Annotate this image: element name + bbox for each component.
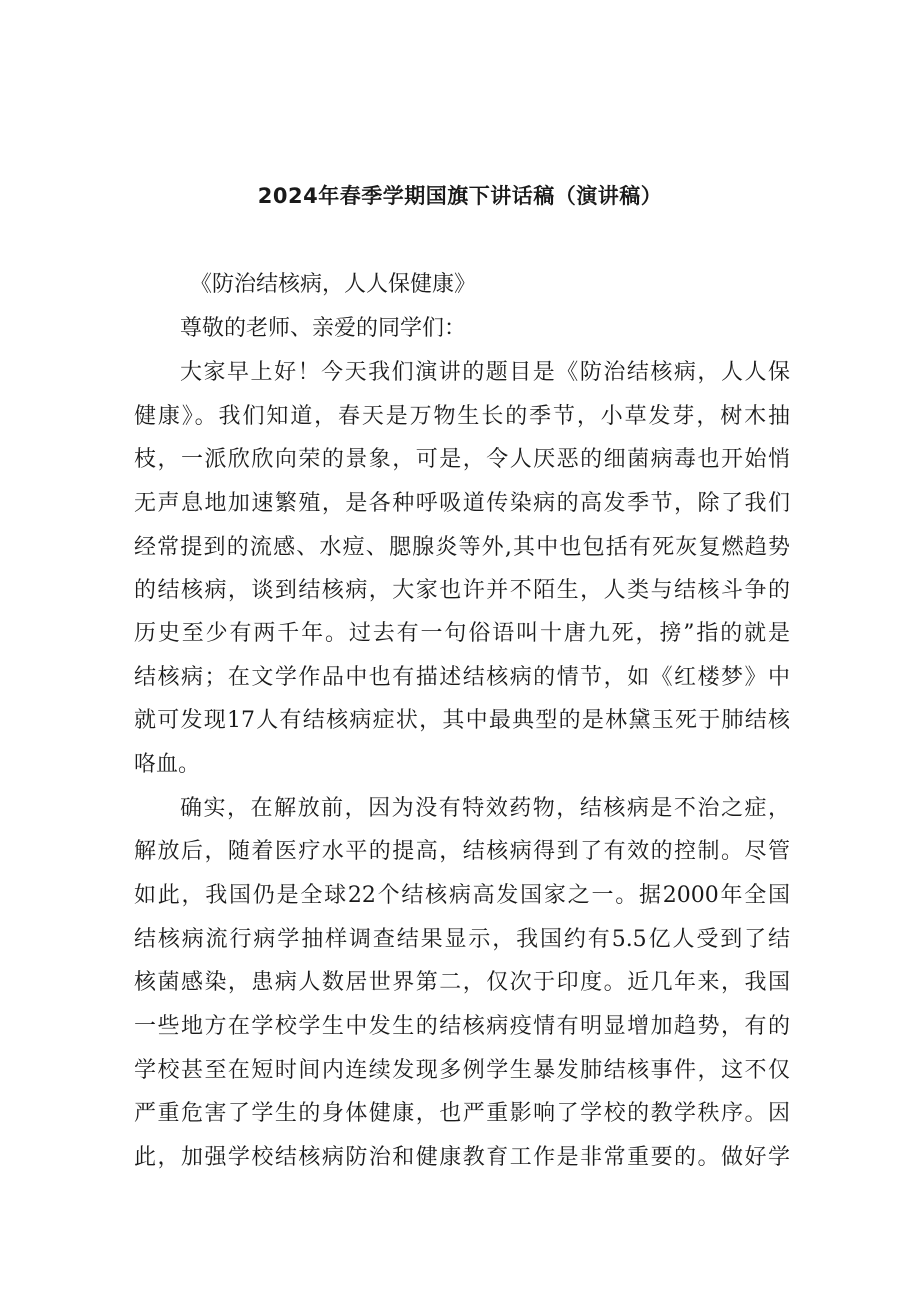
paragraph-2-line: 一些地方在学校学生中发生的结核病疫情有明显增加趋势，有的 [134,1014,790,1039]
paragraph-2-line: 解放后，随着医疗水平的提高，结核病得到了有效的控制。尽管 [134,839,790,864]
paragraph-2-line: 严重危害了学生的身体健康，也严重影响了学校的教学秩序。因 [134,1101,790,1126]
paragraph-2-line: 确实，在解放前，因为没有特效药物，结核病是不治之症， [180,796,790,821]
paragraph-2-line: 核菌感染，患病人数居世界第二，仅次于印度。近几年来，我国 [134,970,790,995]
paragraph-2-line: 如此，我国仍是全球22个结核病高发国家之一。据2000年全国 [134,883,790,908]
paragraph-1-line: 的结核病，谈到结核病，大家也许并不陌生，人类与结核斗争的 [134,578,790,603]
paragraph-1-line: 历史至少有两千年。过去有一句俗语叫十唐九死，搒”指的就是 [134,621,790,646]
paragraph-1-line: 无声息地加速繁殖，是各种呼吸道传染病的高发季节，除了我们 [134,491,790,516]
paragraph-2-line: 学校甚至在短时间内连续发现多例学生暴发肺结核事件，这不仅 [134,1058,790,1083]
document-title: 2024年春季学期国旗下讲话稿（演讲稿） [257,184,663,208]
paragraph-2-line: 结核病流行病学抽样调查结果显示，我国约有5.5亿人受到了结 [134,927,790,952]
paragraph-1-line: 咯血。 [134,752,201,777]
paragraph-1-line: 就可发现17人有结核病症状，其中最典型的是林黛玉死于肺结核 [134,708,790,733]
paragraph-1-line: 健康》。我们知道，春天是万物生长的季节，小草发芽，树木抽 [134,404,790,429]
paragraph-1-line: 枝，一派欣欣向荣的景象，可是，令人厌恶的细菌病毒也开始悄 [134,447,790,472]
salutation: 尊敬的老师、亲爱的同学们： [180,316,467,341]
speech-subtitle: 《防治结核病，人人保健康》 [190,272,477,297]
paragraph-1-line: 经常提到的流感、水痘、腮腺炎等外,其中也包括有死灰复燃趋势 [134,535,790,560]
paragraph-1-line: 结核病；在文学作品中也有描述结核病的情节，如《红楼梦》中 [134,665,790,690]
paragraph-1-line: 大家早上好！今天我们演讲的题目是《防治结核病，人人保 [180,360,790,385]
paragraph-2-line: 此，加强学校结核病防治和健康教育工作是非常重要的。做好学 [134,1145,790,1170]
